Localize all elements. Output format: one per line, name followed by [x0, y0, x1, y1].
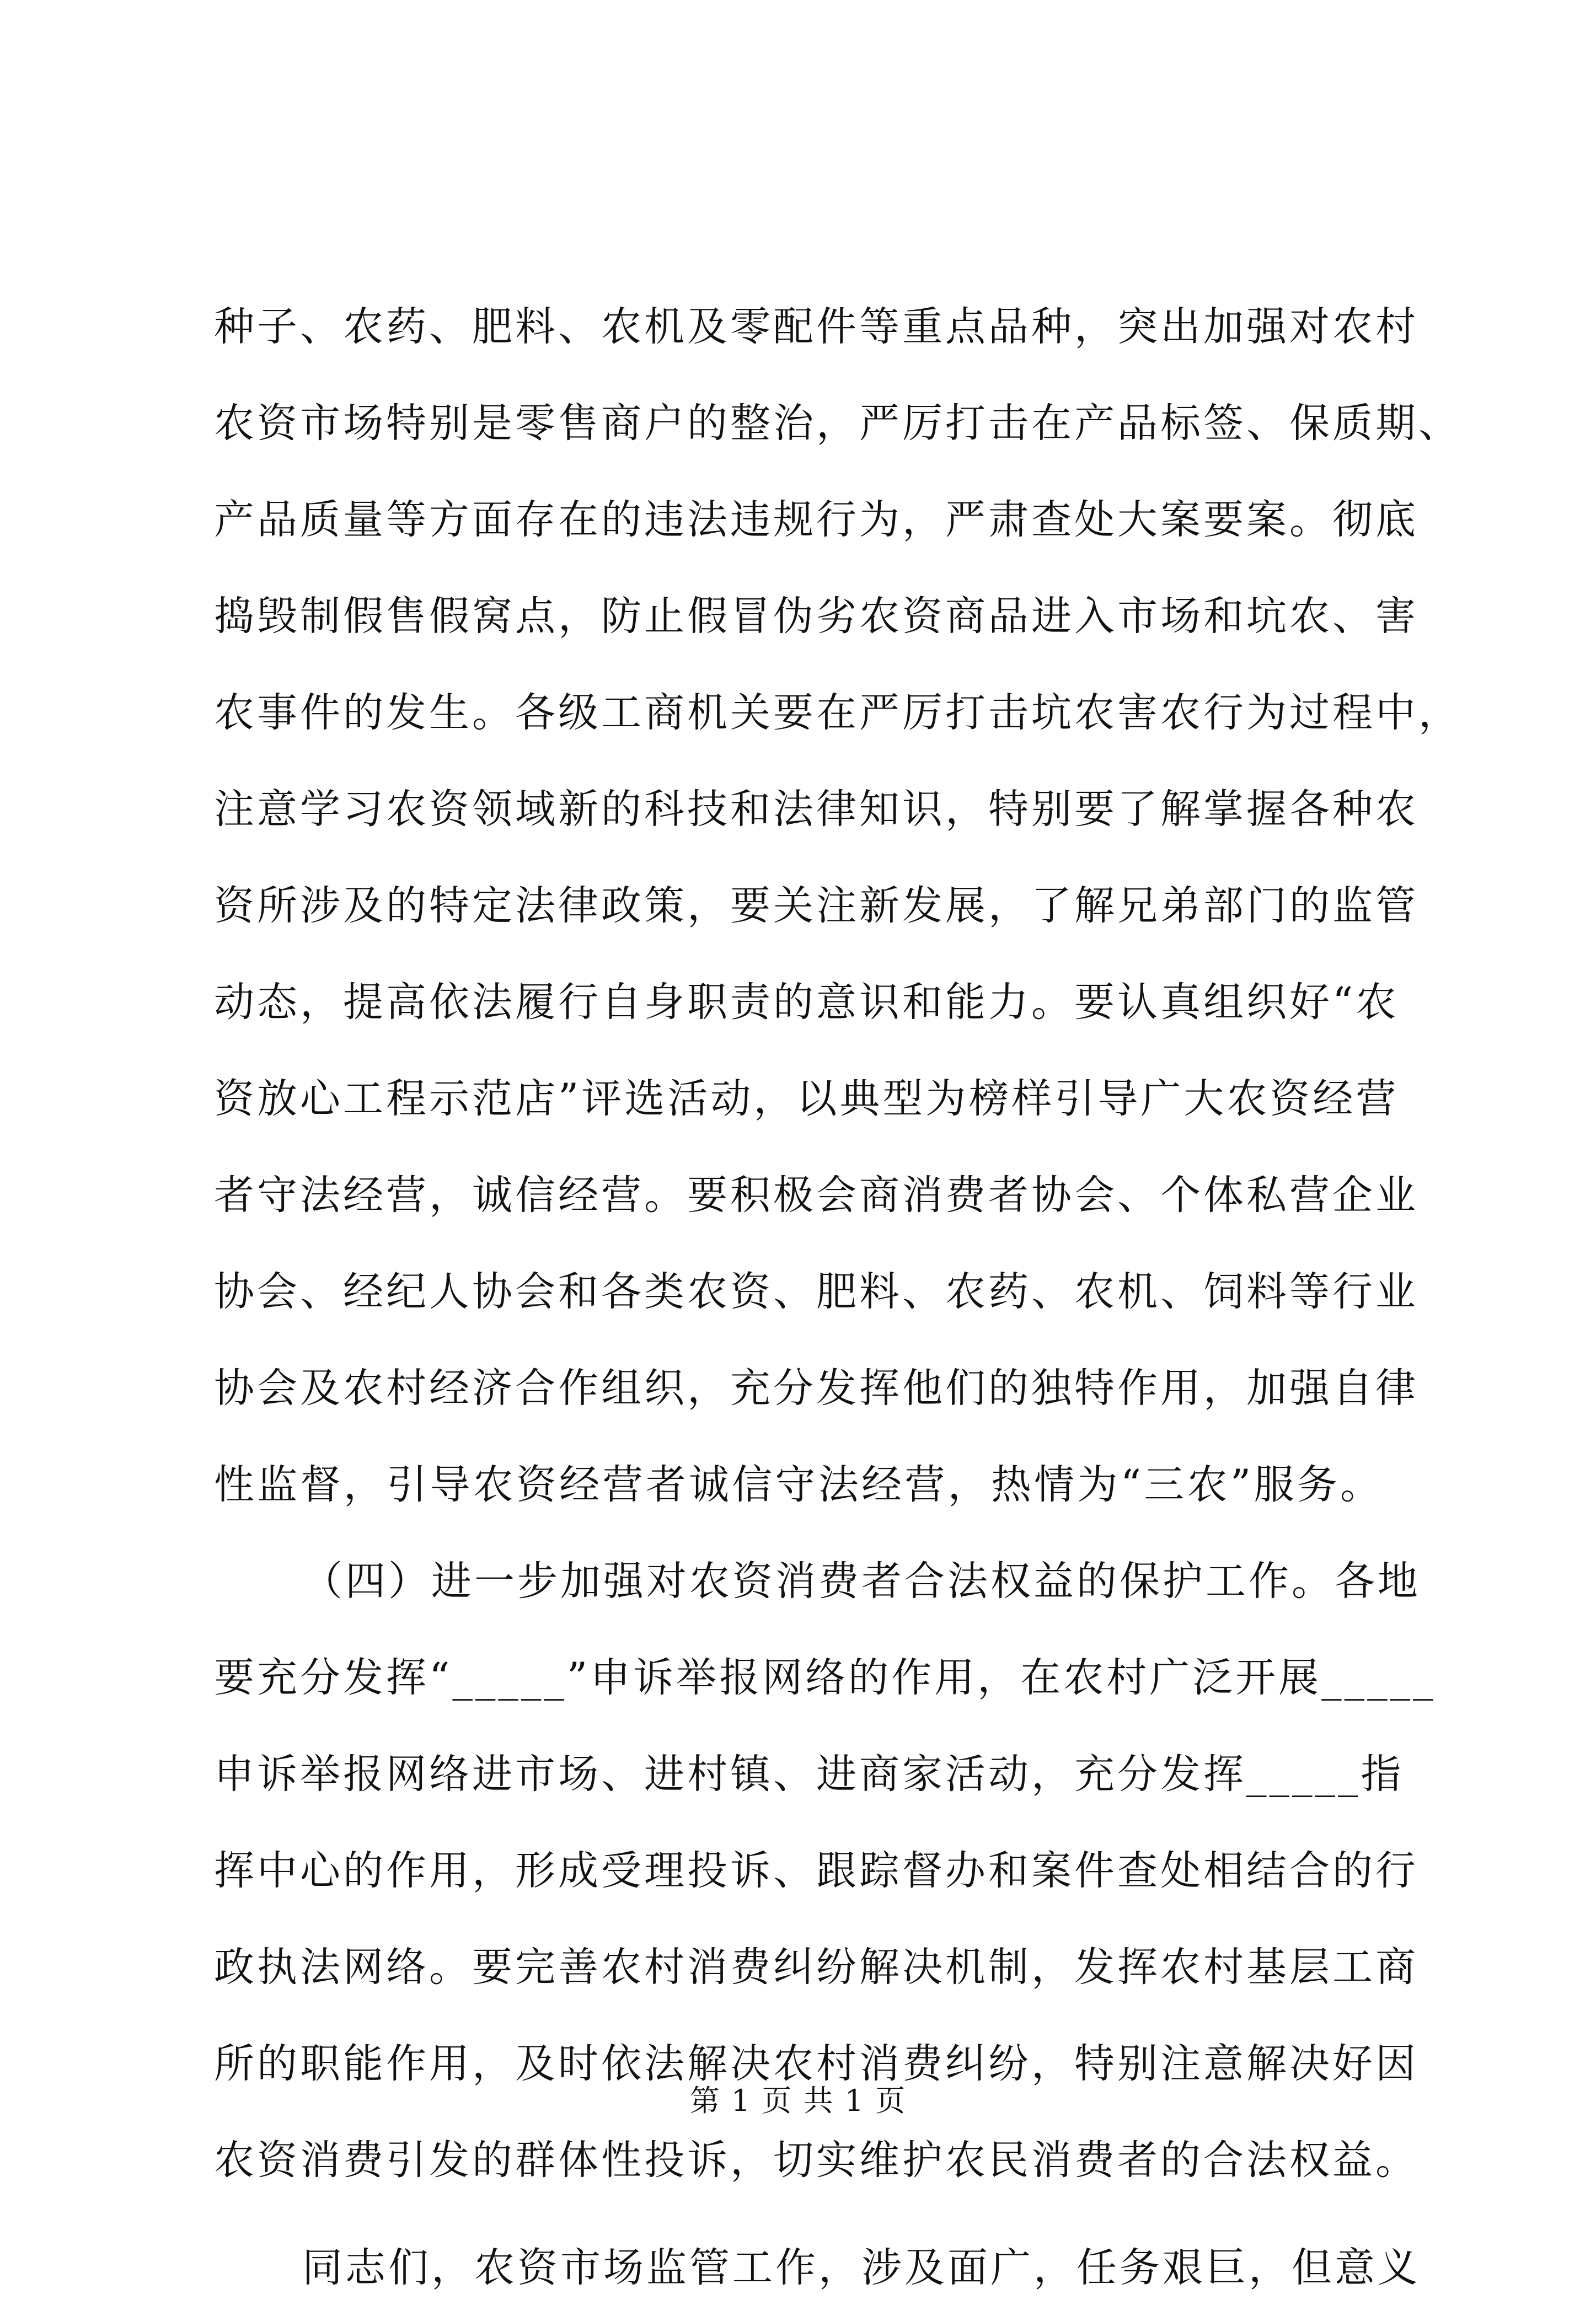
- text-line: 协会、经纪人协会和各类农资、肥料、农药、农机、饲料等行业: [214, 1268, 1418, 1315]
- text-line: 性监督，引导农资经营者诚信守法经营，热情为“三农”服务。: [214, 1461, 1383, 1508]
- text-line: 产品质量等方面存在的违法违规行为，严肃查处大案要案。彻底: [214, 496, 1418, 543]
- paragraph-3: [214, 2220, 1421, 2316]
- text-line: （四）进一步加强对农资消费者合法权益的保护工作。各地: [302, 1558, 1421, 1605]
- text-line: 申诉举报网络进市场、进村镇、进商家活动，充分发挥_____指: [214, 1751, 1404, 1798]
- text-line: 种子、农药、肥料、农机及零配件等重点品种，突出加强对农村: [214, 303, 1418, 350]
- text-line: 者守法经营，诚信经营。要积极会商消费者协会、个体私营企业: [214, 1172, 1418, 1219]
- paragraph-1: [214, 278, 1461, 1533]
- text-line: 挥中心的作用，形成受理投诉、跟踪督办和案件查处相结合的行: [214, 1847, 1418, 1894]
- text-line: 政执法网络。要完善农村消费纠纷解决机制，发挥农村基层工商: [214, 1944, 1418, 1991]
- text-line: 所的职能作用，及时依法解决农村消费纠纷，特别注意解决好因: [214, 2040, 1418, 2087]
- text-line: 注意学习农资领域新的科技和法律知识，特别要了解掌握各种农: [214, 786, 1418, 833]
- text-line: 农资市场特别是零售商户的整治，严厉打击在产品标签、保质期、: [214, 400, 1461, 447]
- document-body: [214, 278, 1461, 2316]
- page-number: 第 1 页 共 1 页: [689, 2083, 907, 2118]
- text-line: 资所涉及的特定法律政策，要关注新发展，了解兄弟部门的监管: [214, 882, 1418, 929]
- text-line: 农资消费引发的群体性投诉，切实维护农民消费者的合法权益。: [214, 2137, 1418, 2184]
- text-line: 动态，提高依法履行自身职责的意识和能力。要认真组织好“农: [214, 979, 1399, 1026]
- text-line: 捣毁制假售假窝点，防止假冒伪劣农资商品进入市场和坑农、害: [214, 593, 1418, 640]
- text-line: 资放心工程示范店”评选活动，以典型为榜样引导广大农资经营: [214, 1075, 1399, 1122]
- text-line: 要充分发挥“_____”申诉举报网络的作用，在农村广泛开展_____: [214, 1654, 1436, 1701]
- paragraph-gap: [214, 2208, 1383, 2220]
- text-line: 协会及农村经济合作组织，充分发挥他们的独特作用，加强自律: [214, 1365, 1418, 1412]
- page-footer: [0, 2079, 1596, 2123]
- text-line: 农事件的发生。各级工商机关要在严厉打击坑农害农行为过程中，: [214, 689, 1461, 736]
- text-line: 同志们，农资市场监管工作，涉及面广，任务艰巨，但意义: [302, 2244, 1421, 2291]
